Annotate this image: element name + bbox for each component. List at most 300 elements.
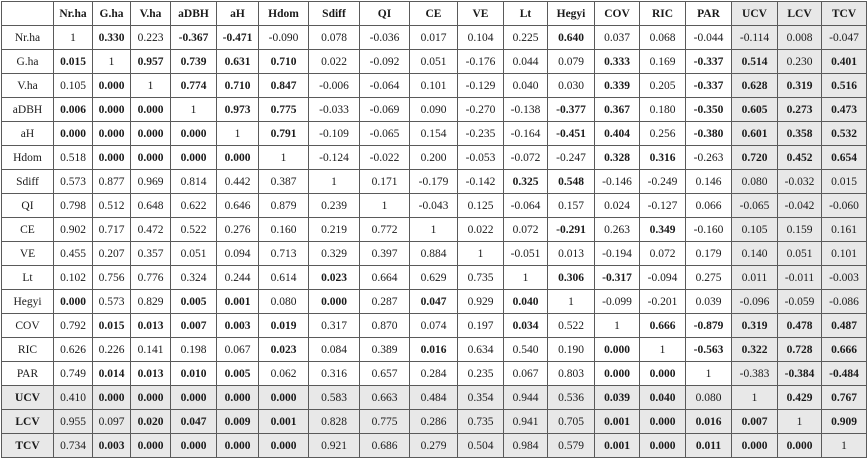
table-row <box>2 338 867 362</box>
table-cell: -0.291 <box>548 218 595 242</box>
table-cell: 0.171 <box>360 170 410 194</box>
table-cell: 0.548 <box>548 170 595 194</box>
table-cell: -0.109 <box>309 122 360 146</box>
table-cell: 0.022 <box>458 218 504 242</box>
table-cell: 0.472 <box>131 218 171 242</box>
table-cell: 0.275 <box>686 266 732 290</box>
table-cell: 0.090 <box>410 98 458 122</box>
column-header-ce: CE <box>410 2 458 26</box>
table-cell: 0.429 <box>778 386 822 410</box>
table-cell: 0.720 <box>732 146 778 170</box>
table-cell: 0.080 <box>732 170 778 194</box>
table-cell: 0.013 <box>548 242 595 266</box>
table-cell: 0.200 <box>410 146 458 170</box>
table-cell: 0.776 <box>131 266 171 290</box>
table-cell: 0.306 <box>548 266 595 290</box>
table-cell: 0.179 <box>686 242 732 266</box>
table-cell: 0.319 <box>732 314 778 338</box>
table-row <box>2 50 867 74</box>
table-cell: 0.847 <box>259 74 309 98</box>
table-cell: -0.065 <box>360 122 410 146</box>
table-cell: -0.127 <box>640 194 686 218</box>
row-header: Nr.ha <box>2 26 54 50</box>
table-cell: 0.000 <box>131 146 171 170</box>
table-cell: 0.013 <box>131 314 171 338</box>
row-header: LCV <box>2 410 54 434</box>
table-cell: 0.011 <box>686 434 732 458</box>
table-cell: 0.000 <box>131 98 171 122</box>
table-cell: 0.000 <box>131 122 171 146</box>
table-cell: 0.051 <box>171 242 217 266</box>
table-cell: 0.000 <box>640 434 686 458</box>
row-header: VE <box>2 242 54 266</box>
table-cell: 0.605 <box>732 98 778 122</box>
table-body <box>2 26 867 458</box>
table-cell: 0.068 <box>640 26 686 50</box>
table-cell: -0.129 <box>458 74 504 98</box>
table-cell: 0.325 <box>504 170 548 194</box>
table-cell: 0.047 <box>171 410 217 434</box>
table-cell: 0.102 <box>54 266 93 290</box>
table-cell: 1 <box>171 98 217 122</box>
table-cell: 0.079 <box>548 50 595 74</box>
table-cell: -0.270 <box>458 98 504 122</box>
table-cell: -0.176 <box>458 50 504 74</box>
table-cell: 0.316 <box>309 362 360 386</box>
table-cell: 0.357 <box>131 242 171 266</box>
table-cell: -0.263 <box>686 146 732 170</box>
table-cell: 0.273 <box>778 98 822 122</box>
table-row <box>2 122 867 146</box>
table-cell: 0.040 <box>640 386 686 410</box>
table-cell: 0.664 <box>360 266 410 290</box>
table-cell: 0.276 <box>217 218 259 242</box>
table-cell: 0.022 <box>309 50 360 74</box>
table-cell: 0.601 <box>732 122 778 146</box>
table-cell: 0.367 <box>595 98 640 122</box>
table-cell: 0.410 <box>54 386 93 410</box>
table-cell: -0.033 <box>309 98 360 122</box>
table-cell: -0.201 <box>640 290 686 314</box>
table-cell: 0.749 <box>54 362 93 386</box>
table-cell: -0.092 <box>360 50 410 74</box>
table-cell: 0.001 <box>595 410 640 434</box>
table-cell: -0.036 <box>360 26 410 50</box>
table-cell: 0.317 <box>309 314 360 338</box>
table-cell: 0.397 <box>360 242 410 266</box>
table-cell: 0.001 <box>259 410 309 434</box>
table-cell: 0.104 <box>458 26 504 50</box>
column-header-hdom: Hdom <box>259 2 309 26</box>
table-cell: 0.772 <box>360 218 410 242</box>
table-cell: 0.000 <box>171 386 217 410</box>
table-cell: 0.000 <box>595 362 640 386</box>
table-cell: 0.030 <box>548 74 595 98</box>
table-cell: 0.020 <box>131 410 171 434</box>
table-cell: 0.735 <box>458 410 504 434</box>
row-header: COV <box>2 314 54 338</box>
table-cell: 0.484 <box>410 386 458 410</box>
table-cell: 0.583 <box>309 386 360 410</box>
table-cell: 1 <box>822 434 867 458</box>
table-cell: -0.047 <box>822 26 867 50</box>
table-cell: 0.286 <box>410 410 458 434</box>
column-header-adbh: aDBH <box>171 2 217 26</box>
table-cell: 0.024 <box>595 194 640 218</box>
table-cell: 0.205 <box>640 74 686 98</box>
table-cell: 0.219 <box>309 218 360 242</box>
column-header-v-ha: V.ha <box>131 2 171 26</box>
table-cell: 0.008 <box>778 26 822 50</box>
table-cell: 0.161 <box>822 218 867 242</box>
table-cell: 0.000 <box>93 98 131 122</box>
table-cell: 0.622 <box>171 194 217 218</box>
table-cell: 0.828 <box>309 410 360 434</box>
table-cell: 0.051 <box>410 50 458 74</box>
table-cell: 0.225 <box>504 26 548 50</box>
table-cell: 0.078 <box>309 26 360 50</box>
table-cell: 0.902 <box>54 218 93 242</box>
table-cell: 0.000 <box>259 386 309 410</box>
table-cell: -0.367 <box>171 26 217 50</box>
table-cell: 0.629 <box>410 266 458 290</box>
table-cell: 0.000 <box>259 434 309 458</box>
table-row <box>2 386 867 410</box>
table-cell: 1 <box>732 386 778 410</box>
table-cell: 0.941 <box>504 410 548 434</box>
table-cell: 0.516 <box>822 74 867 98</box>
table-cell: -0.064 <box>360 74 410 98</box>
table-cell: -0.179 <box>410 170 458 194</box>
table-cell: 0.791 <box>259 122 309 146</box>
column-header-ve: VE <box>458 2 504 26</box>
table-cell: -0.032 <box>778 170 822 194</box>
table-cell: 0.504 <box>458 434 504 458</box>
table-cell: 0.207 <box>93 242 131 266</box>
table-cell: 0.000 <box>171 146 217 170</box>
table-cell: -0.138 <box>504 98 548 122</box>
column-header-ric: RIC <box>640 2 686 26</box>
table-cell: 0.105 <box>54 74 93 98</box>
table-cell: 0.339 <box>595 74 640 98</box>
table-cell: -0.094 <box>640 266 686 290</box>
table-cell: 0.728 <box>778 338 822 362</box>
table-cell: -0.044 <box>686 26 732 50</box>
table-cell: 0.573 <box>93 290 131 314</box>
table-cell: 0.000 <box>93 74 131 98</box>
table-cell: 0.879 <box>259 194 309 218</box>
table-cell: 0.654 <box>822 146 867 170</box>
column-header-ucv: UCV <box>732 2 778 26</box>
table-cell: 0.640 <box>548 26 595 50</box>
table-cell: 0.518 <box>54 146 93 170</box>
table-cell: 0.190 <box>548 338 595 362</box>
table-wrapper <box>1 1 867 458</box>
table-cell: 0.319 <box>778 74 822 98</box>
table-cell: 0.442 <box>217 170 259 194</box>
header-row <box>2 2 867 26</box>
table-cell: -0.146 <box>595 170 640 194</box>
table-cell: 0.101 <box>410 74 458 98</box>
row-header: Sdiff <box>2 170 54 194</box>
table-cell: 0.101 <box>822 242 867 266</box>
table-cell: 0.739 <box>171 50 217 74</box>
table-cell: 0.756 <box>93 266 131 290</box>
table-cell: 0.044 <box>504 50 548 74</box>
table-cell: 0.017 <box>410 26 458 50</box>
table-cell: 0.000 <box>171 122 217 146</box>
row-header: G.ha <box>2 50 54 74</box>
table-cell: 0.710 <box>217 74 259 98</box>
table-cell: 0.009 <box>217 410 259 434</box>
table-cell: -0.051 <box>504 242 548 266</box>
table-cell: 0.039 <box>595 386 640 410</box>
row-header: QI <box>2 194 54 218</box>
table-cell: -0.059 <box>778 290 822 314</box>
table-cell: 0.180 <box>640 98 686 122</box>
table-cell: 1 <box>410 218 458 242</box>
table-cell: 0.040 <box>504 290 548 314</box>
table-cell: 0.223 <box>131 26 171 50</box>
table-cell: 0.540 <box>504 338 548 362</box>
table-cell: 0.230 <box>778 50 822 74</box>
table-cell: 0.000 <box>309 290 360 314</box>
table-cell: -0.142 <box>458 170 504 194</box>
table-cell: 0.579 <box>548 434 595 458</box>
table-cell: -0.164 <box>504 122 548 146</box>
table-cell: 0.001 <box>595 434 640 458</box>
table-cell: 0.514 <box>732 50 778 74</box>
table-cell: 0.775 <box>360 410 410 434</box>
table-cell: 0.239 <box>309 194 360 218</box>
column-header-g-ha: G.ha <box>93 2 131 26</box>
table-cell: 0.000 <box>640 362 686 386</box>
table-cell: 0.263 <box>595 218 640 242</box>
table-cell: 0.287 <box>360 290 410 314</box>
table-cell: 0.358 <box>778 122 822 146</box>
table-cell: 1 <box>548 290 595 314</box>
table-cell: 0.512 <box>93 194 131 218</box>
table-cell: 0.074 <box>410 314 458 338</box>
table-cell: 0.125 <box>458 194 504 218</box>
table-cell: 0.037 <box>595 26 640 50</box>
table-cell: 0.573 <box>54 170 93 194</box>
row-header: aH <box>2 122 54 146</box>
correlation-matrix-table <box>1 1 867 458</box>
table-cell: -0.072 <box>504 146 548 170</box>
table-cell: 0.774 <box>171 74 217 98</box>
table-row <box>2 266 867 290</box>
table-cell: 0.734 <box>54 434 93 458</box>
table-cell: 0.631 <box>217 50 259 74</box>
table-cell: 0.015 <box>822 170 867 194</box>
table-cell: -0.006 <box>309 74 360 98</box>
table-cell: 0.717 <box>93 218 131 242</box>
table-row <box>2 242 867 266</box>
table-cell: -0.022 <box>360 146 410 170</box>
table-cell: 0.169 <box>640 50 686 74</box>
table-cell: 0.705 <box>548 410 595 434</box>
table-cell: -0.160 <box>686 218 732 242</box>
table-cell: 0.792 <box>54 314 93 338</box>
column-header-hegyi: Hegyi <box>548 2 595 26</box>
table-cell: 0.080 <box>259 290 309 314</box>
table-cell: 0.000 <box>171 434 217 458</box>
table-cell: -0.090 <box>259 26 309 50</box>
table-cell: 0.626 <box>54 338 93 362</box>
table-cell: -0.879 <box>686 314 732 338</box>
table-cell: -0.065 <box>732 194 778 218</box>
table-row <box>2 26 867 50</box>
table-cell: 0.244 <box>217 266 259 290</box>
table-cell: -0.337 <box>686 50 732 74</box>
table-cell: 0.000 <box>93 122 131 146</box>
table-cell: 1 <box>217 122 259 146</box>
table-cell: 0.944 <box>504 386 548 410</box>
column-header-ah: aH <box>217 2 259 26</box>
corner-cell <box>2 2 54 26</box>
table-cell: 0.969 <box>131 170 171 194</box>
table-cell: -0.249 <box>640 170 686 194</box>
row-header: TCV <box>2 434 54 458</box>
table-cell: 0.197 <box>458 314 504 338</box>
column-header-cov: COV <box>595 2 640 26</box>
row-header: Lt <box>2 266 54 290</box>
table-cell: 0.478 <box>778 314 822 338</box>
table-cell: 0.016 <box>410 338 458 362</box>
table-cell: 0.140 <box>732 242 778 266</box>
table-cell: 0.000 <box>732 434 778 458</box>
table-cell: 0.322 <box>732 338 778 362</box>
table-cell: 0.000 <box>595 338 640 362</box>
table-cell: 0.146 <box>686 170 732 194</box>
table-cell: 0.097 <box>93 410 131 434</box>
table-cell: 0.775 <box>259 98 309 122</box>
table-cell: -0.383 <box>732 362 778 386</box>
table-cell: 0.387 <box>259 170 309 194</box>
table-cell: 0.157 <box>548 194 595 218</box>
table-cell: 0.062 <box>259 362 309 386</box>
table-cell: 0.634 <box>458 338 504 362</box>
row-header: RIC <box>2 338 54 362</box>
table-cell: 1 <box>309 170 360 194</box>
table-cell: -0.114 <box>732 26 778 50</box>
table-cell: 0.256 <box>640 122 686 146</box>
table-cell: 0.047 <box>410 290 458 314</box>
table-cell: 0.160 <box>259 218 309 242</box>
table-cell: 0.452 <box>778 146 822 170</box>
table-cell: 0.324 <box>171 266 217 290</box>
column-header-lcv: LCV <box>778 2 822 26</box>
table-cell: 0.884 <box>410 242 458 266</box>
table-cell: -0.337 <box>686 74 732 98</box>
table-cell: 0.455 <box>54 242 93 266</box>
table-cell: -0.096 <box>732 290 778 314</box>
table-cell: 0.522 <box>171 218 217 242</box>
table-cell: -0.086 <box>822 290 867 314</box>
table-cell: 0.000 <box>778 434 822 458</box>
table-cell: 1 <box>778 410 822 434</box>
table-cell: 0.798 <box>54 194 93 218</box>
table-cell: 0.000 <box>131 386 171 410</box>
table-row <box>2 362 867 386</box>
column-header-qi: QI <box>360 2 410 26</box>
table-cell: 0.000 <box>640 410 686 434</box>
row-header: aDBH <box>2 98 54 122</box>
table-cell: -0.451 <box>548 122 595 146</box>
table-cell: 0.663 <box>360 386 410 410</box>
table-cell: 0.279 <box>410 434 458 458</box>
table-cell: 1 <box>686 362 732 386</box>
table-cell: 0.000 <box>217 146 259 170</box>
table-cell: 0.040 <box>504 74 548 98</box>
table-cell: -0.350 <box>686 98 732 122</box>
table-cell: 0.154 <box>410 122 458 146</box>
table-cell: 0.614 <box>259 266 309 290</box>
table-cell: 1 <box>640 338 686 362</box>
table-cell: -0.484 <box>822 362 867 386</box>
table-cell: 0.657 <box>360 362 410 386</box>
table-cell: -0.003 <box>822 266 867 290</box>
table-cell: 0.094 <box>217 242 259 266</box>
column-header-nr-ha: Nr.ha <box>54 2 93 26</box>
table-cell: 0.000 <box>93 146 131 170</box>
table-cell: 0.006 <box>54 98 93 122</box>
table-cell: 0.013 <box>131 362 171 386</box>
row-header: Hegyi <box>2 290 54 314</box>
table-cell: 0.686 <box>360 434 410 458</box>
table-row <box>2 170 867 194</box>
table-cell: 1 <box>458 242 504 266</box>
table-cell: 0.016 <box>686 410 732 434</box>
table-cell: 0.066 <box>686 194 732 218</box>
table-cell: -0.099 <box>595 290 640 314</box>
table-cell: 0.829 <box>131 290 171 314</box>
table-cell: 0.532 <box>822 122 867 146</box>
table-cell: 0.984 <box>504 434 548 458</box>
table-cell: 0.011 <box>732 266 778 290</box>
table-cell: 0.328 <box>595 146 640 170</box>
table-cell: 0.007 <box>732 410 778 434</box>
table-cell: 0.522 <box>548 314 595 338</box>
table-cell: 0.105 <box>732 218 778 242</box>
table-row <box>2 146 867 170</box>
table-cell: 0.067 <box>504 362 548 386</box>
table-cell: 0.877 <box>93 170 131 194</box>
table-cell: 0.067 <box>217 338 259 362</box>
table-cell: 0.628 <box>732 74 778 98</box>
table-cell: -0.064 <box>504 194 548 218</box>
table-cell: 0.005 <box>171 290 217 314</box>
table-cell: -0.317 <box>595 266 640 290</box>
table-cell: -0.194 <box>595 242 640 266</box>
column-header-tcv: TCV <box>822 2 867 26</box>
table-cell: 0.957 <box>131 50 171 74</box>
table-cell: 1 <box>259 146 309 170</box>
table-cell: 0.039 <box>686 290 732 314</box>
table-cell: 0.000 <box>217 386 259 410</box>
table-cell: 0.536 <box>548 386 595 410</box>
table-cell: 1 <box>93 50 131 74</box>
table-cell: 0.159 <box>778 218 822 242</box>
table-cell: 0.198 <box>171 338 217 362</box>
table-cell: 0.084 <box>309 338 360 362</box>
table-cell: 0.389 <box>360 338 410 362</box>
table-cell: -0.384 <box>778 362 822 386</box>
table-cell: 0.349 <box>640 218 686 242</box>
table-cell: 0.870 <box>360 314 410 338</box>
table-cell: 0.401 <box>822 50 867 74</box>
